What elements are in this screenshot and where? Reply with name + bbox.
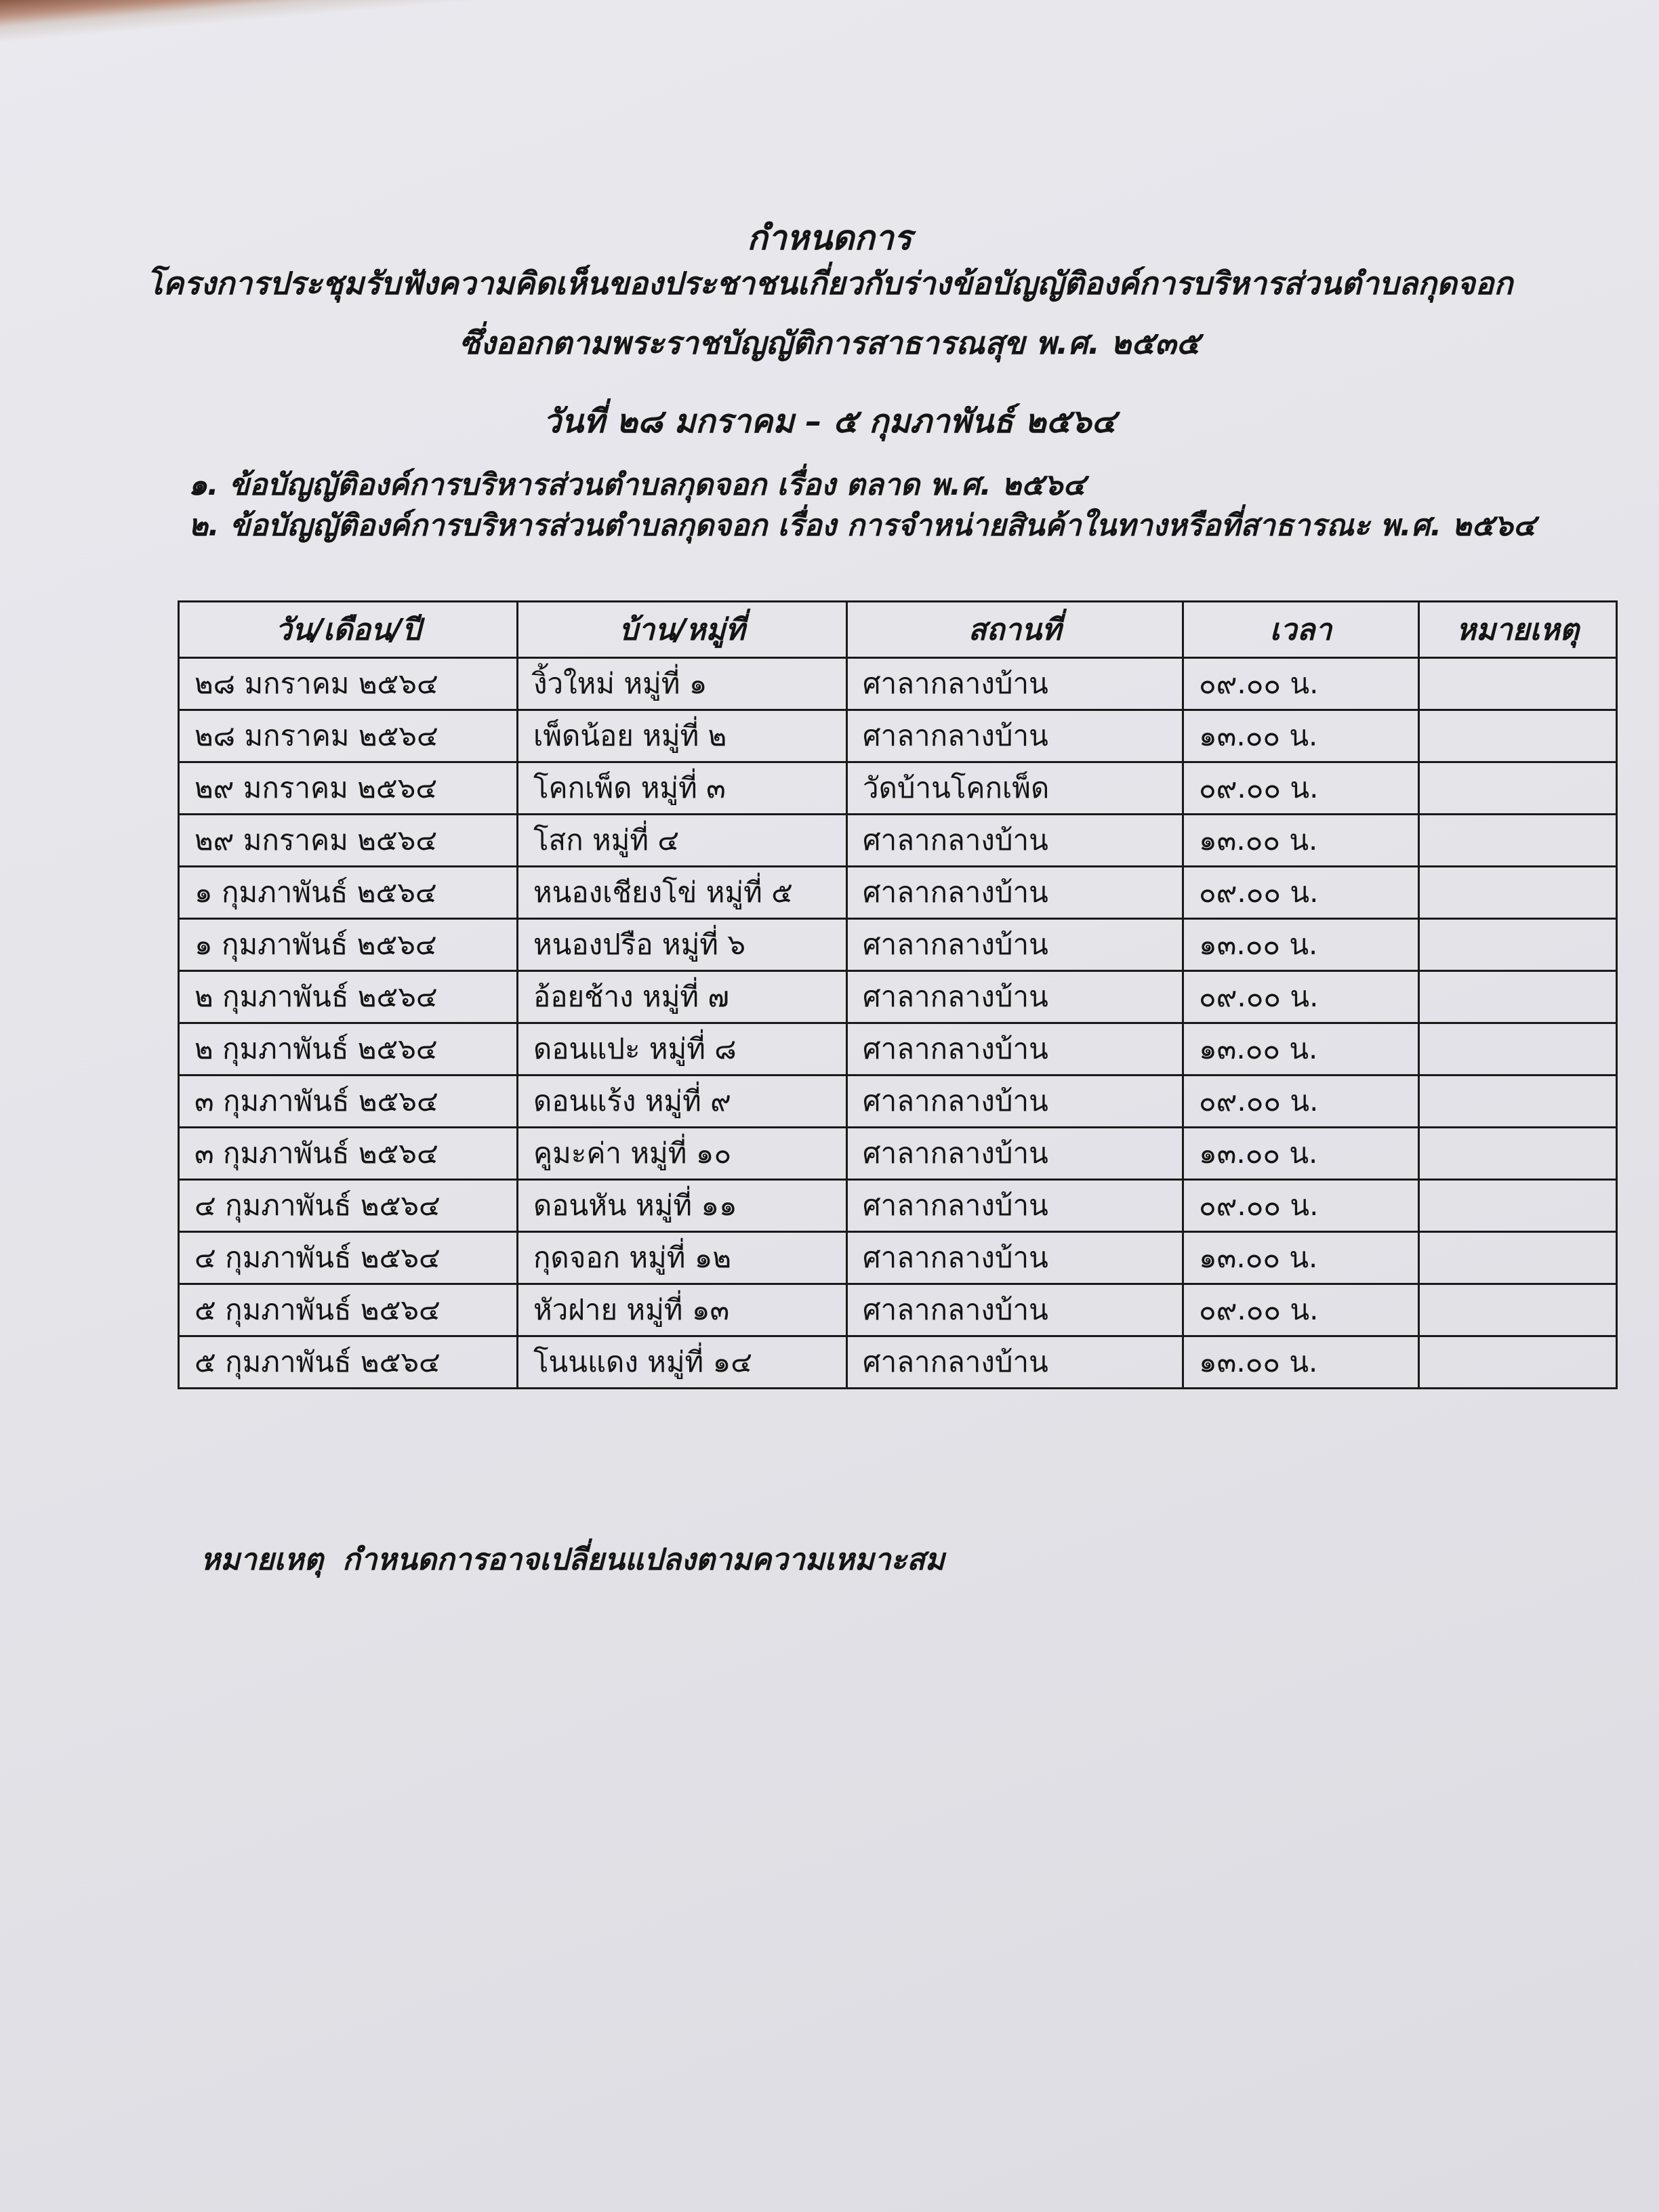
cell-time: ๑๓.๐๐ น. — [1183, 919, 1419, 971]
cell-time: ๑๓.๐๐ น. — [1183, 710, 1419, 762]
cell-time: ๑๓.๐๐ น. — [1183, 1023, 1419, 1076]
cell-time: ๐๙.๐๐ น. — [1183, 762, 1419, 815]
cell-remarks — [1419, 919, 1617, 971]
cell-village: ดอนแปะ หมู่ที่ ๘ — [518, 1023, 847, 1076]
note-label: หมายเหตุ — [201, 1542, 324, 1577]
cell-date: ๒๘ มกราคม ๒๕๖๔ — [179, 710, 518, 762]
cell-location: ศาลากลางบ้าน — [847, 919, 1183, 971]
table-row — [179, 1023, 1617, 1076]
column-header-time: เวลา — [1183, 602, 1419, 658]
cell-time: ๑๓.๐๐ น. — [1183, 1128, 1419, 1180]
document-title: กำหนดการ — [747, 218, 912, 258]
cell-location: ศาลากลางบ้าน — [847, 658, 1183, 710]
cell-date: ๒๙ มกราคม ๒๕๖๔ — [179, 762, 518, 815]
cell-village: โคกเพ็ด หมู่ที่ ๓ — [518, 762, 847, 815]
cell-time: ๑๓.๐๐ น. — [1183, 1336, 1419, 1389]
cell-time: ๐๙.๐๐ น. — [1183, 971, 1419, 1023]
cell-location: ศาลากลางบ้าน — [847, 867, 1183, 919]
date-range: วันที่ ๒๘ มกราคม – ๕ กุมภาพันธ์ ๒๕๖๔ — [543, 403, 1116, 441]
table-row — [179, 1284, 1617, 1336]
cell-date: ๕ กุมภาพันธ์ ๒๕๖๔ — [179, 1336, 518, 1389]
cell-village: ดอนหัน หมู่ที่ ๑๑ — [518, 1180, 847, 1232]
cell-date: ๑ กุมภาพันธ์ ๒๕๖๔ — [179, 867, 518, 919]
cell-date: ๓ กุมภาพันธ์ ๒๕๖๔ — [179, 1076, 518, 1128]
cell-location: วัดบ้านโคกเพ็ด — [847, 762, 1183, 815]
column-header-remarks: หมายเหตุ — [1419, 602, 1617, 658]
table-row — [179, 971, 1617, 1023]
column-header-date: วัน/เดือน/ปี — [179, 602, 518, 658]
table-row — [179, 762, 1617, 815]
table-row — [179, 658, 1617, 710]
agenda-item: ๒. ข้อบัญญัติองค์การบริหารส่วนตำบลกุดจอก เรื่อง การจำหน่ายสินค้าในทางหรือที่สาธารณะ พ.ศ. ๒๕๖๔ — [188, 508, 1536, 543]
table-row — [179, 1180, 1617, 1232]
cell-location: ศาลากลางบ้าน — [847, 1128, 1183, 1180]
cell-remarks — [1419, 1180, 1617, 1232]
cell-location: ศาลากลางบ้าน — [847, 1023, 1183, 1076]
cell-village: ดอนแร้ง หมู่ที่ ๙ — [518, 1076, 847, 1128]
cell-date: ๒ กุมภาพันธ์ ๒๕๖๔ — [179, 971, 518, 1023]
cell-remarks — [1419, 815, 1617, 867]
cell-remarks — [1419, 867, 1617, 919]
cell-date: ๕ กุมภาพันธ์ ๒๕๖๔ — [179, 1284, 518, 1336]
cell-time: ๐๙.๐๐ น. — [1183, 658, 1419, 710]
cell-remarks — [1419, 1284, 1617, 1336]
cell-village: หนองเชียงโข่ หมู่ที่ ๕ — [518, 867, 847, 919]
cell-location: ศาลากลางบ้าน — [847, 815, 1183, 867]
cell-date: ๒๘ มกราคม ๒๕๖๔ — [179, 658, 518, 710]
column-header-village: บ้าน/หมู่ที่ — [518, 602, 847, 658]
cell-time: ๐๙.๐๐ น. — [1183, 1180, 1419, 1232]
table-header-row — [179, 602, 1617, 658]
cell-remarks — [1419, 1232, 1617, 1284]
table-body — [179, 658, 1617, 1389]
cell-remarks — [1419, 1023, 1617, 1076]
cell-village: คูมะค่า หมู่ที่ ๑๐ — [518, 1128, 847, 1180]
cell-remarks — [1419, 1336, 1617, 1389]
cell-village: หนองปรือ หมู่ที่ ๖ — [518, 919, 847, 971]
cell-time: ๑๓.๐๐ น. — [1183, 1232, 1419, 1284]
cell-remarks — [1419, 1128, 1617, 1180]
cell-remarks — [1419, 971, 1617, 1023]
cell-date: ๒๙ มกราคม ๒๕๖๔ — [179, 815, 518, 867]
table-row — [179, 867, 1617, 919]
cell-location: ศาลากลางบ้าน — [847, 1232, 1183, 1284]
table-row — [179, 815, 1617, 867]
cell-date: ๔ กุมภาพันธ์ ๒๕๖๔ — [179, 1180, 518, 1232]
cell-location: ศาลากลางบ้าน — [847, 710, 1183, 762]
cell-location: ศาลากลางบ้าน — [847, 1076, 1183, 1128]
cell-date: ๒ กุมภาพันธ์ ๒๕๖๔ — [179, 1023, 518, 1076]
cell-time: ๐๙.๐๐ น. — [1183, 867, 1419, 919]
cell-village: โนนแดง หมู่ที่ ๑๔ — [518, 1336, 847, 1389]
cell-village: งิ้วใหม่ หมู่ที่ ๑ — [518, 658, 847, 710]
cell-village: อ้อยช้าง หมู่ที่ ๗ — [518, 971, 847, 1023]
project-title-line2: ซึ่งออกตามพระราชบัญญัติการสาธารณสุข พ.ศ. ๒๕๓๕ — [459, 325, 1200, 361]
cell-village: โสก หมู่ที่ ๔ — [518, 815, 847, 867]
cell-remarks — [1419, 762, 1617, 815]
cell-village: หัวฝาย หมู่ที่ ๑๓ — [518, 1284, 847, 1336]
cell-remarks — [1419, 1076, 1617, 1128]
cell-date: ๔ กุมภาพันธ์ ๒๕๖๔ — [179, 1232, 518, 1284]
table-row — [179, 1232, 1617, 1284]
note-text: กำหนดการอาจเปลี่ยนแปลงตามความเหมาะสม — [342, 1542, 945, 1577]
schedule-table — [178, 600, 1618, 1389]
table-row — [179, 710, 1617, 762]
cell-location: ศาลากลางบ้าน — [847, 1336, 1183, 1389]
table-row — [179, 919, 1617, 971]
agenda-item: ๑. ข้อบัญญัติองค์การบริหารส่วนตำบลกุดจอก เรื่อง ตลาด พ.ศ. ๒๕๖๔ — [188, 468, 1086, 502]
cell-time: ๐๙.๐๐ น. — [1183, 1076, 1419, 1128]
column-header-location: สถานที่ — [847, 602, 1183, 658]
project-title-line1: โครงการประชุมรับฟังความคิดเห็นของประชาชนเกี่ยวกับร่างข้อบัญญัติองค์การบริหารส่วนตำบลกุดจอก — [146, 265, 1513, 302]
cell-remarks — [1419, 658, 1617, 710]
cell-location: ศาลากลางบ้าน — [847, 1180, 1183, 1232]
cell-time: ๑๓.๐๐ น. — [1183, 815, 1419, 867]
cell-location: ศาลากลางบ้าน — [847, 971, 1183, 1023]
cell-remarks — [1419, 710, 1617, 762]
cell-time: ๐๙.๐๐ น. — [1183, 1284, 1419, 1336]
cell-location: ศาลากลางบ้าน — [847, 1284, 1183, 1336]
cell-village: กุดจอก หมู่ที่ ๑๒ — [518, 1232, 847, 1284]
cell-village: เพ็ดน้อย หมู่ที่ ๒ — [518, 710, 847, 762]
table-row — [179, 1076, 1617, 1128]
cell-date: ๑ กุมภาพันธ์ ๒๕๖๔ — [179, 919, 518, 971]
cell-date: ๓ กุมภาพันธ์ ๒๕๖๔ — [179, 1128, 518, 1180]
footer-note — [201, 1536, 945, 1583]
table-row — [179, 1128, 1617, 1180]
table-row — [179, 1336, 1617, 1389]
